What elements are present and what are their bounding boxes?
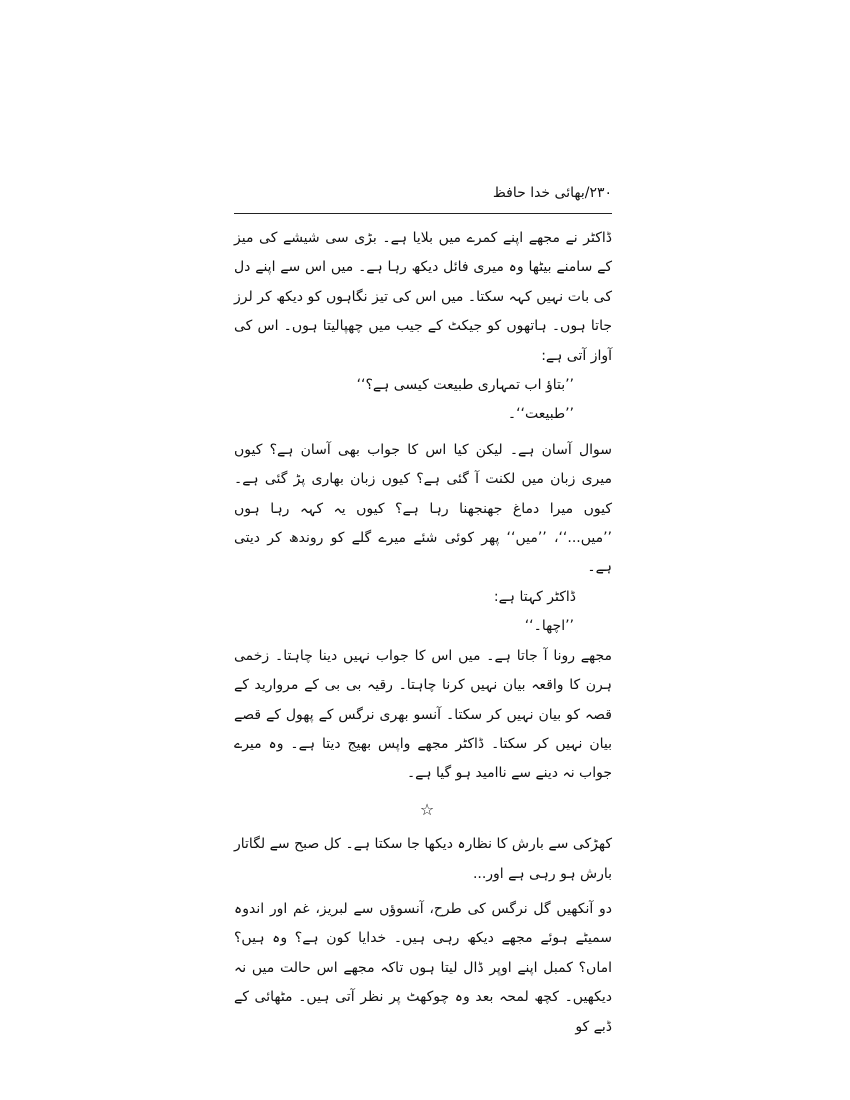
body-text: [234, 224, 612, 1042]
running-header: [234, 176, 612, 210]
quote-how-is-health: ’’بتاؤ اب تمہاری طبیعت کیسی ہے؟‘‘: [356, 377, 574, 394]
line-doctor-says: ڈاکٹر کہتا ہے:: [493, 588, 576, 605]
paragraph-rain: کھڑکی سے بارش کا نظارہ دیکھا جا سکتا ہے۔ کل صبح سے لگاتار بارش ہو رہی ہے اور...: [234, 836, 612, 882]
paragraph-question-easy: سوال آسان ہے۔ لیکن کیا اس کا جواب بھی آسان ہے؟ کیوں میری زبان میں لکنت آ گئی ہے؟ کیوں زبان بھاری پڑ گئی ہے۔ کیوں میرا دماغ جھنجھنا رہا ہے؟ کیوں یہ کہہ رہا ہوں ’’میں...‘‘، ’’میں‘‘ پھر کوئی شئے میرے گلے کو روندھ کر دیتی ہے۔: [234, 441, 612, 576]
running-title: ۲۳۰/بھائی خدا حافظ: [492, 185, 612, 201]
section-break-star: ☆: [419, 799, 435, 819]
paragraph-doctor-office: ڈاکٹر نے مجھے اپنے کمرے میں بلایا ہے۔ بڑی سی شیشے کی میز کے سامنے بیٹھا وہ میری فائل دیکھ رہا ہے۔ میں اس سے اپنے دل کی بات نہیں کہہ سکتا۔ میں اس کی تیز نگاہوں کو دیکھ کر لرز جاتا ہوں۔ ہاتھوں کو جیکٹ کے جیب میں چھپالیتا ہوں۔ اس کی آواز آتی ہے:: [234, 230, 612, 364]
header-rule: [234, 213, 612, 214]
paragraph-eyes: دو آنکھیں گل نرگس کی طرح، آنسوؤں سے لبریز، غم اور اندوہ سمیٹے ہوئے مجھے دیکھ رہی ہیں۔ خدایا کون ہے؟ وہ ہیں؟ اماں؟ کمبل اپنے اوپر ڈال لیتا ہوں تاکہ مجھے اس حالت میں نہ دیکھیں۔ کچھ لمحہ بعد وہ چوکھٹ پر نظر آتی ہیں۔ مٹھائی کے ڈبے کو: [234, 900, 612, 1035]
quote-health: ’’طبیعت‘‘۔: [507, 406, 574, 423]
quote-achha: ’’اچھا۔‘‘: [524, 618, 574, 635]
paragraph-tears: مجھے رونا آ جاتا ہے۔ میں اس کا جواب نہیں دینا چاہتا۔ زخمی ہرن کا واقعہ بیان نہیں کرنا چاہتا۔ رقیہ بی بی کے مروارید کے قصہ کو بیان نہیں کر سکتا۔ آنسو بھری نرگس کے پھول کے قصے بیان نہیں کر سکتا۔ ڈاکٹر مجھے واپس بھیج دیتا ہے۔ وہ میرے جواب نہ دینے سے ناامید ہو گیا ہے۔: [234, 647, 612, 782]
